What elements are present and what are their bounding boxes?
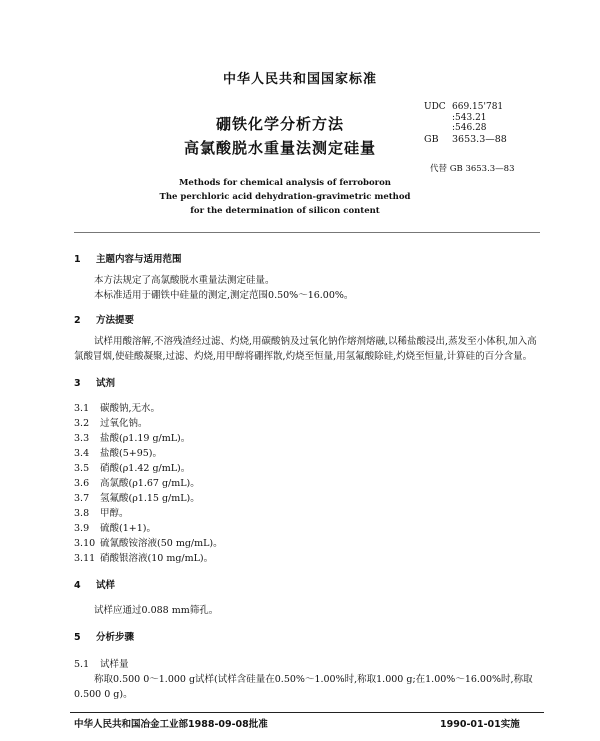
- header-divider: [74, 232, 540, 233]
- paragraph: 试样应通过0.088 mm筛孔。: [94, 605, 219, 616]
- section-heading: 2 方法提要: [74, 315, 135, 326]
- replaces-note: 代替 GB 3653.3—83: [430, 164, 515, 174]
- section-heading: 1 主题内容与适用范围: [74, 254, 182, 265]
- section-heading: 3 试剂: [74, 378, 116, 389]
- document-title-cn: [150, 112, 410, 160]
- section-heading: 4 试样: [74, 580, 116, 591]
- approval-note: 中华人民共和国冶金工业部1988-09-08批准: [74, 719, 268, 730]
- gb-number: [424, 134, 507, 145]
- udc-line: :546.28: [452, 123, 487, 133]
- implementation-date: 1990-01-01实施: [440, 719, 520, 730]
- title-cn-line1: 硼铁化学分析方法: [215, 115, 344, 133]
- udc-line: :543.21: [452, 112, 487, 123]
- title-cn-line2: 高氯酸脱水重量法测定硅量: [183, 139, 376, 157]
- list-item: 3.5 硝酸(ρ1.42 g/mL)。: [74, 463, 191, 474]
- list-item: 3.6 高氯酸(ρ1.67 g/mL)。: [74, 478, 200, 489]
- udc-classification: [424, 102, 503, 134]
- list-item: 3.11 硝酸银溶液(10 mg/mL)。: [74, 553, 214, 564]
- list-item: 3.10 硫氰酸铵溶液(50 mg/mL)。: [74, 538, 223, 549]
- list-item: 3.8 甲醇。: [74, 508, 129, 519]
- list-item: 3.9 硫酸(1+1)。: [74, 523, 156, 534]
- footer-divider: [70, 712, 544, 713]
- paragraph: 本方法规定了高氯酸脱水重量法测定硅量。: [94, 275, 275, 286]
- gb-label: GB: [424, 134, 439, 145]
- gb-number-value: 3653.3—88: [452, 134, 507, 145]
- national-standard-title: 中华人民共和国国家标准: [222, 72, 377, 87]
- document-title-en: [140, 176, 430, 218]
- subsection-heading: 5.1 试样量: [74, 659, 129, 670]
- title-en-line3: for the determination of silicon content: [190, 206, 380, 216]
- paragraph: 称取0.500 0～1.000 g试样(试样含硅量在0.50%～1.00%时,称取1.000 g;在1.00%～16.00%时,称取0.500 0 g)。: [74, 674, 533, 700]
- list-item: 3.2 过氧化钠。: [74, 418, 148, 429]
- list-item: 3.1 碳酸钠,无水。: [74, 403, 161, 414]
- paragraph: 试样用酸溶解,不溶残渣经过滤、灼烧,用碳酸钠及过氧化钠作熔剂熔融,以稀盐酸浸出,蒸发至小体积,加入高氯酸冒烟,使硅酸凝聚,过滤、灼烧,用甲醇将硼挥散,灼烧至恒量,用氢氟酸除硅,灼烧至恒量,计算硅的百分含量。: [74, 336, 537, 362]
- list-item: 3.3 盐酸(ρ1.19 g/mL)。: [74, 433, 191, 444]
- udc-line: 669.15'781: [452, 102, 504, 112]
- document-body: [74, 252, 540, 702]
- list-item: 3.4 盐酸(5+95)。: [74, 448, 163, 459]
- section-heading: 5 分析步骤: [74, 632, 135, 643]
- title-en-line2: The perchloric acid dehydration-gravimetric method: [159, 192, 411, 202]
- udc-label: UDC: [424, 102, 446, 112]
- paragraph: 本标准适用于硼铁中硅量的测定,测定范围0.50%～16.00%。: [94, 290, 354, 301]
- list-item: 3.7 氢氟酸(ρ1.15 g/mL)。: [74, 493, 200, 504]
- title-en-line1: Methods for chemical analysis of ferroboron: [179, 178, 391, 188]
